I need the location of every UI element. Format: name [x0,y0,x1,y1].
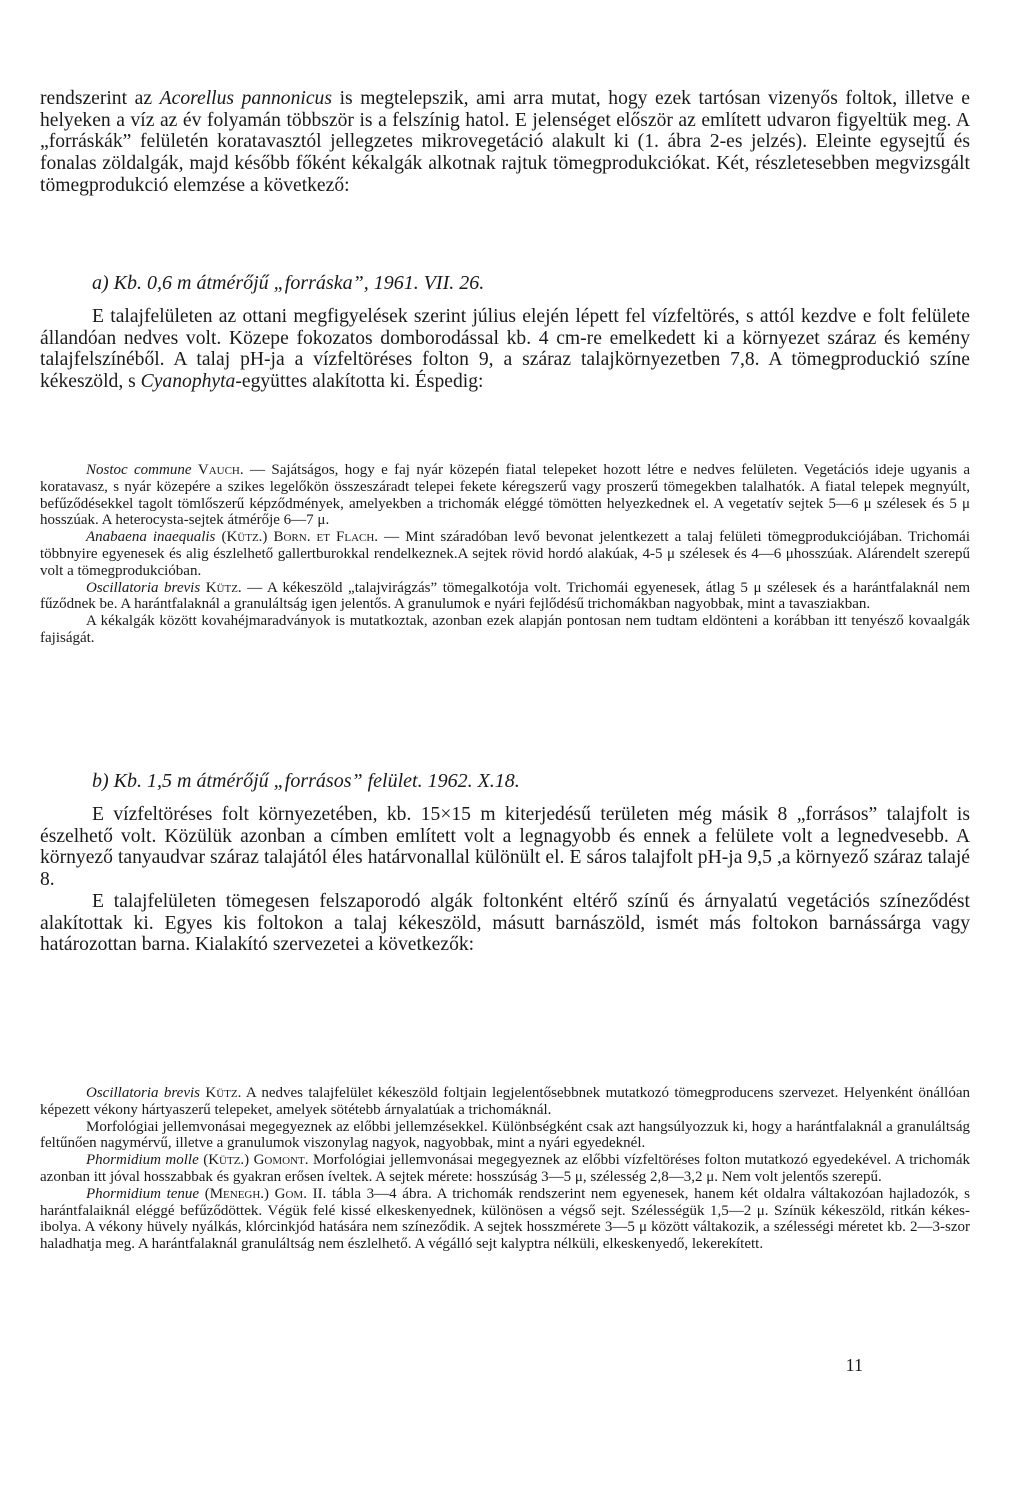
species-author: Kütz. [200,579,242,596]
species-description: A nedves talajfelület kékeszöld foltjain legjelentősebbnek mutatkozó tömegproducens szervezet. Helyenként önállóan képezett vékony hártyaszerű telepeket, amelyek sötétebb árnyalatúak a trichomáknál. [40,1085,970,1118]
species-name: Anabaena inaequalis [86,529,216,546]
species-description: tábla 3—4 ábra. A trichomák rendszerint nem egyenesek, hanem két oldalra váltakozóan hajladozók, s harántfalaiknál eléggé befűződöttek. Végük felé kissé elkeskenyednek, különösen a végső sejt. Szélességük 1,5—2 μ. Színük kékeszöld, ritkán kékesibolya. A vékony hüvely nyálkás, klórcinkjód hatására nem színeződik. A sejtek hosszmérete 3—5 μ között váltakozik, a szélességi méretet kb. 2—3-szor haladhatja meg. A harántfalaknál granuláltság nem észlelhető. A végálló sejt kalyptra nélküli, elkeskenyedő, lekerekített. [40,1185,970,1253]
section-a-paragraph [40,306,970,393]
species-note: A kékalgák között kovahéjmaradványok is mutatkoztak, azonban ezek alapján pontosan nem tudtam eldönteni a korábban itt tenyésző kovaalgák fajiságát. [40,613,970,646]
species-entry-oscillatoria [40,580,970,614]
species-entry-phormidium-molle [40,1152,970,1186]
species-description: Morfológiai jellemvonásai megegyeznek az előbbi vízfeltöréses folton mutatkozó egyedekével. A trichomák azonban itt jóval hosszabbak és gyakran erősen íveltek. A sejtek mérete: hosszúság 3—5 μ, szélesség 2,8—3,2 μ. Nem volt jelentős szerepű. [40,1152,971,1185]
section-a-text-end: -együttes alakította ki. Éspedig: [235,371,484,393]
species-author: (Kütz.) Gomont. [198,1152,309,1169]
section-a-text: E talajfelületen az ottani megfigyelések szerint július elején lépett fel vízfeltörés, s attól kezdve e folt felülete állandóan nedves volt. Közepe fokozatos domborodással kb. 4 cm-re emelkedett ki a környezet száraz és kemény talajfelszínéből. A talaj pH-ja a vízfeltöréses folton 9, a száraz talajkörnyezetben 7,8. A tömegproduckió színe kékeszöld, s [40,306,970,393]
species-description: — Sajátságos, hogy e faj nyár közepén fiatal telepeket hozott létre e nedves felületen. Vegetációs ideje ugyanis a koratavasz, s nyár közepére a szikes legelőkön összeszáradt telepei fekete kéregszerű vagy proszerű tömegekben talalhatók. A fiatal telepek megnyúlt, befűződésekkel tagolt tömlőszerű képződmények, amelyekben a trichomák eléggé tömötten helyezkednek el. A vegetatív sejtek 5—6 μ szélesek és 5 μ hosszúak. A heterocysta-sejtek átmérője 6—7 μ. [40,462,971,529]
section-a-species: Cyanophyta [140,371,236,393]
species-name: Oscillatoria brevis [86,1085,200,1101]
species-name: Phormidium molle [86,1152,199,1169]
species-list-b [40,1085,970,1253]
species-entry-oscillatoria-b [40,1085,970,1119]
species-entry-phormidium-tenue [40,1186,970,1253]
species-author: Vauch. [197,462,244,478]
intro-species: Acorellus pannonicus [159,88,332,109]
section-a-heading: a) Kb. 0,6 m átmérőjű „forráska”, 1961. VII. 26. [92,272,485,294]
species-name: Oscillatoria brevis [86,579,201,596]
section-b-paragraph-2: E talajfelületen tömegesen felszaporodó algák foltonként eltérő színű és árnyalatú vegetációs színeződést alakítottak ki. Egyes kis foltokon a talaj kékeszöld, másutt barnászöld, ismét más foltokon barnássárga vagy határozottan barna. Kialakító szervezetei a következők: [40,890,970,956]
species-name: Nostoc commune [86,462,192,478]
section-b-heading: b) Kb. 1,5 m átmérőjű „forrásos” felület. 1962. X.18. [92,770,520,792]
section-b-paragraphs [40,804,970,956]
species-description: — Mint száradóban levő bevonat jelentkezett a talaj felületi tömegprodukciójában. Trichomái többnyire egyenesek és alig észlelhető gallertburokkal rendelkeznek.A sejtek rövid hordó alakúak, 4-5 μ szélesek és 4—6 μhosszúak. Alárendelt szerepű volt a tömegprodukcióban. [40,529,970,579]
species-author: Kütz. [200,1085,242,1101]
species-entry-anabaena [40,529,970,579]
species-description: — A kékeszöld „talajvirágzás” tömegalkotója volt. Trichomái egyenesek, átlag 5 μ szélesek és a harántfalaknál nem fűződnek be. A harántfalaknál a granuláltság igen jelentős. A granulumok e nyári fejlődésű trichomákban nagyobbak, mint a tavasziakban. [40,579,970,613]
page-number: 11 [845,1355,863,1375]
intro-text-1: rendszerint az [40,88,160,109]
species-author: (Menegh.) Gom. II. [199,1185,327,1202]
species-list-a [40,462,970,647]
intro-text-2: is megtelepszik, ami arra mutat, hogy ezek tartósan vizenyős foltok, illetve e helyeken a víz az év folyamán többször is a felszínig hatol. E jelenséget először az említett udvaron figyeltük meg. A „forráskák” felületén koratavasztól jellegzetes mikrovegetáció alakult ki (1. ábra 2-es jelzés). Eleinte egysejtű és fonalas zöldalgák, majd később főként kékalgák alkotnak rajtuk tömegprodukciókat. Két, részletesebben megvizsgált tömegprodukció elemzése a következő: [40,88,970,196]
species-entry-nostoc [40,462,970,529]
species-note: Morfológiai jellemvonásai megegyeznek az előbbi jellemzésekkel. Különbségként csak azt hangsúlyozzuk ki, hogy a harántfalaknál a granuláltság feltűnően nagymérvű, illetve a granulumok viszonylag nagyok, nagyobbak, mint a nyári egyedeknél. [40,1118,970,1152]
species-author: (Kütz.) Born. et Flach. [215,529,379,546]
section-b-paragraph-1: E vízfeltöréses folt környezetében, kb. 15×15 m kiterjedésű területen még másik 8 „forrásos” talajfolt is észelhető volt. Közülük azonban a címben említett volt a legnagyobb és ennek a felülete volt a legnedvesebb. A környező tanyaudvar száraz talajától éles határvonallal különült el. E sáros talajfolt pH-ja 9,5 ,a környező száraz talajé 8. [40,804,970,891]
species-name: Phormidium tenue [86,1185,200,1202]
intro-paragraph [40,88,970,197]
